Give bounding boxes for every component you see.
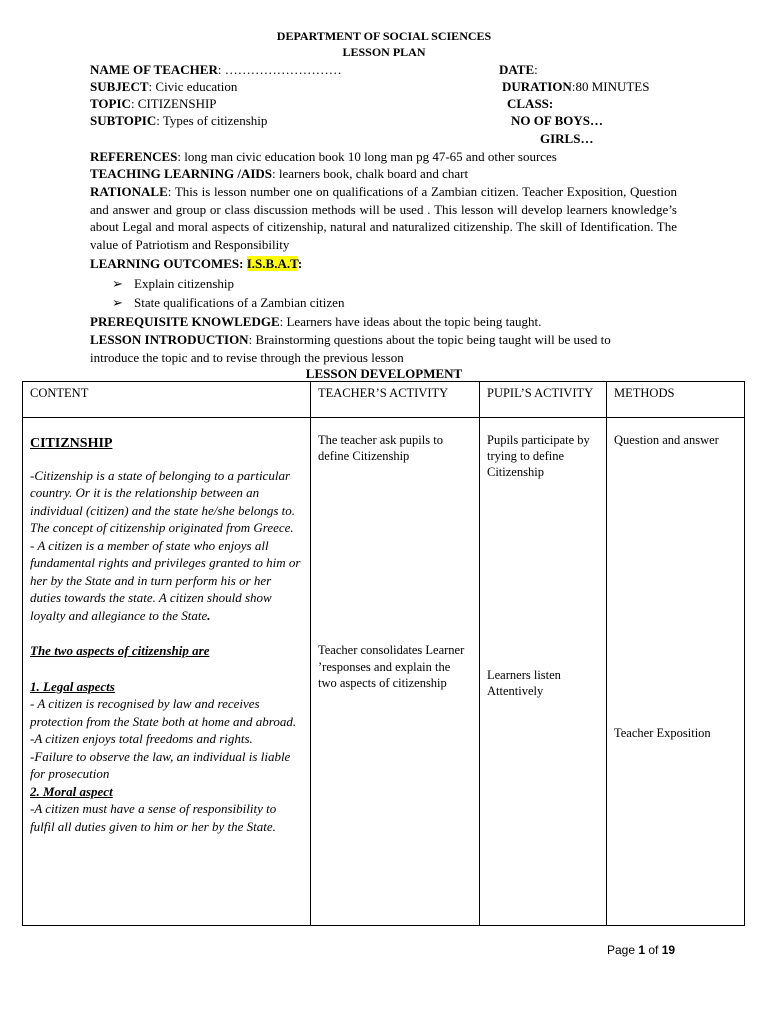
legal-point: -A citizen enjoys total freedoms and rights. <box>30 731 253 746</box>
arrow-bullet-icon: ➢ <box>112 295 123 310</box>
isbat-highlight: I.S.B.A.T <box>246 256 298 271</box>
legal-point: - A citizen is recognised by law and receives protection from the State both at home and abroad. <box>30 696 297 729</box>
page-total: 19 <box>661 943 676 957</box>
pupil-activity-1: Pupils participate by trying to define Citizenship <box>487 433 590 480</box>
methods-cell <box>607 418 745 926</box>
pupil-activity-cell <box>480 418 607 926</box>
date-label: DATE <box>499 62 535 77</box>
teacher-activity-1: The teacher ask pupils to define Citizenship <box>318 433 443 464</box>
column-header-methods: METHODS <box>607 382 745 418</box>
teacher-value: : ……………………… <box>217 62 342 77</box>
boys-label: NO OF BOYS… <box>511 113 603 128</box>
table-row <box>23 418 745 926</box>
lesson-development-title: LESSON DEVELOPMENT <box>305 366 463 381</box>
subtopic-label: SUBTOPIC <box>90 113 157 128</box>
teacher-activity-cell <box>311 418 480 926</box>
pupil-activity-2: Learners listen Attentively <box>487 667 561 698</box>
page-current: 1 <box>638 943 646 957</box>
rationale-text: : This is lesson number one on qualifications of a Zambian citizen. Teacher Exposition, Question and answer and group or class discussion methods will be used . This lesson will develop learners knowledge’s about Legal and moral aspects of citizenship, natural and naturalized citizenship. The skill of Identification. The value of Patriotism and Responsibility <box>90 184 677 252</box>
aids-label: TEACHING LEARNING /AIDS <box>90 166 273 181</box>
content-title: CITIZNSHIP <box>30 436 113 451</box>
outcome-text: Explain citizenship <box>134 276 235 291</box>
aids-value: : learners book, chalk board and chart <box>272 166 469 181</box>
content-definition: -Citizenship is a state of belonging to a particular country. Or it is the relationship between an individual (citizen) and the state he/she belongs to. The concept of citizenship originated from Greece. <box>30 467 296 535</box>
learning-outcomes-line <box>90 256 302 272</box>
document-type: LESSON PLAN <box>342 45 426 59</box>
class-label: CLASS: <box>507 96 554 111</box>
table-header-row <box>23 382 745 418</box>
duration-line <box>502 79 649 95</box>
column-header-pupil: PUPIL’S ACTIVITY <box>480 382 607 418</box>
department-title: DEPARTMENT OF SOCIAL SCIENCES <box>276 29 492 43</box>
legal-aspects-heading: 1. Legal aspects <box>30 678 115 694</box>
aids-line <box>90 166 468 182</box>
teacher-line <box>90 62 342 78</box>
rationale-label: RATIONALE <box>90 184 168 199</box>
topic-line <box>90 96 217 112</box>
column-header-teacher: TEACHER’S ACTIVITY <box>311 382 480 418</box>
outcome-item <box>112 295 344 311</box>
topic-label: TOPIC <box>90 96 131 111</box>
moral-point: -A citizen must have a sense of responsibility to fulfil all duties given to him or her by the State. <box>30 801 277 834</box>
subject-label: SUBJECT <box>90 79 149 94</box>
girls-label: GIRLS… <box>540 131 594 146</box>
column-header-content: CONTENT <box>23 382 311 418</box>
prereq-value: : Learners have ideas about the topic being taught. <box>279 314 542 329</box>
lesson-introduction <box>90 331 660 366</box>
duration-label: DURATION <box>502 79 572 94</box>
intro-text: : Brainstorming questions about the topic being taught will be used to introduce the topic and to revise through the previous lesson <box>90 332 611 365</box>
rationale-paragraph <box>90 183 677 253</box>
moral-aspect-heading: 2. Moral aspect <box>30 783 113 799</box>
date-value: : <box>534 62 538 77</box>
legal-point: -Failure to observe the law, an individual is liable for prosecution <box>30 748 291 781</box>
outcomes-label: LEARNING OUTCOMES: <box>90 256 247 271</box>
prereq-label: PREREQUISITE KNOWLEDGE <box>90 314 280 329</box>
topic-value: : CITIZENSHIP <box>130 96 217 111</box>
content-citizen-text: - A citizen is a member of state who enjoys all fundamental rights and privileges granted to him or her by the State and in turn perform his or her duties towards the state. A citizen should show loyalty and allegiance to the State <box>30 537 301 623</box>
outcome-item <box>112 276 234 292</box>
content-citizen-period: . <box>207 607 211 623</box>
page-number <box>607 943 675 957</box>
subject-value: : Civic education <box>148 79 238 94</box>
method-2: Teacher Exposition <box>614 726 711 741</box>
page-prefix: Page <box>607 943 639 957</box>
references-label: REFERENCES <box>90 149 178 164</box>
references-value: : long man civic education book 10 long man pg 47-65 and other sources <box>177 149 557 164</box>
references-line <box>90 149 557 165</box>
lesson-development-table <box>22 381 745 926</box>
outcomes-colon: : <box>297 256 303 271</box>
teacher-label: NAME OF TEACHER <box>90 62 218 77</box>
intro-label: LESSON INTRODUCTION <box>90 332 249 347</box>
subtopic-value: : Types of citizenship <box>156 113 268 128</box>
page-of: of <box>645 943 662 957</box>
method-1: Question and answer <box>614 433 719 447</box>
date-line <box>499 62 538 78</box>
subtopic-line <box>90 113 267 129</box>
arrow-bullet-icon: ➢ <box>112 276 123 291</box>
aspects-heading: The two aspects of citizenship are <box>30 643 210 658</box>
prerequisite-line <box>90 314 541 330</box>
content-cell <box>23 418 311 926</box>
outcome-text: State qualifications of a Zambian citizen <box>134 295 345 310</box>
duration-value: :80 MINUTES <box>571 79 650 94</box>
content-citizen-member <box>30 537 303 625</box>
teacher-activity-2: Teacher consolidates Learner ’responses and explain the two aspects of citizenship <box>318 643 465 690</box>
subject-line <box>90 79 237 95</box>
